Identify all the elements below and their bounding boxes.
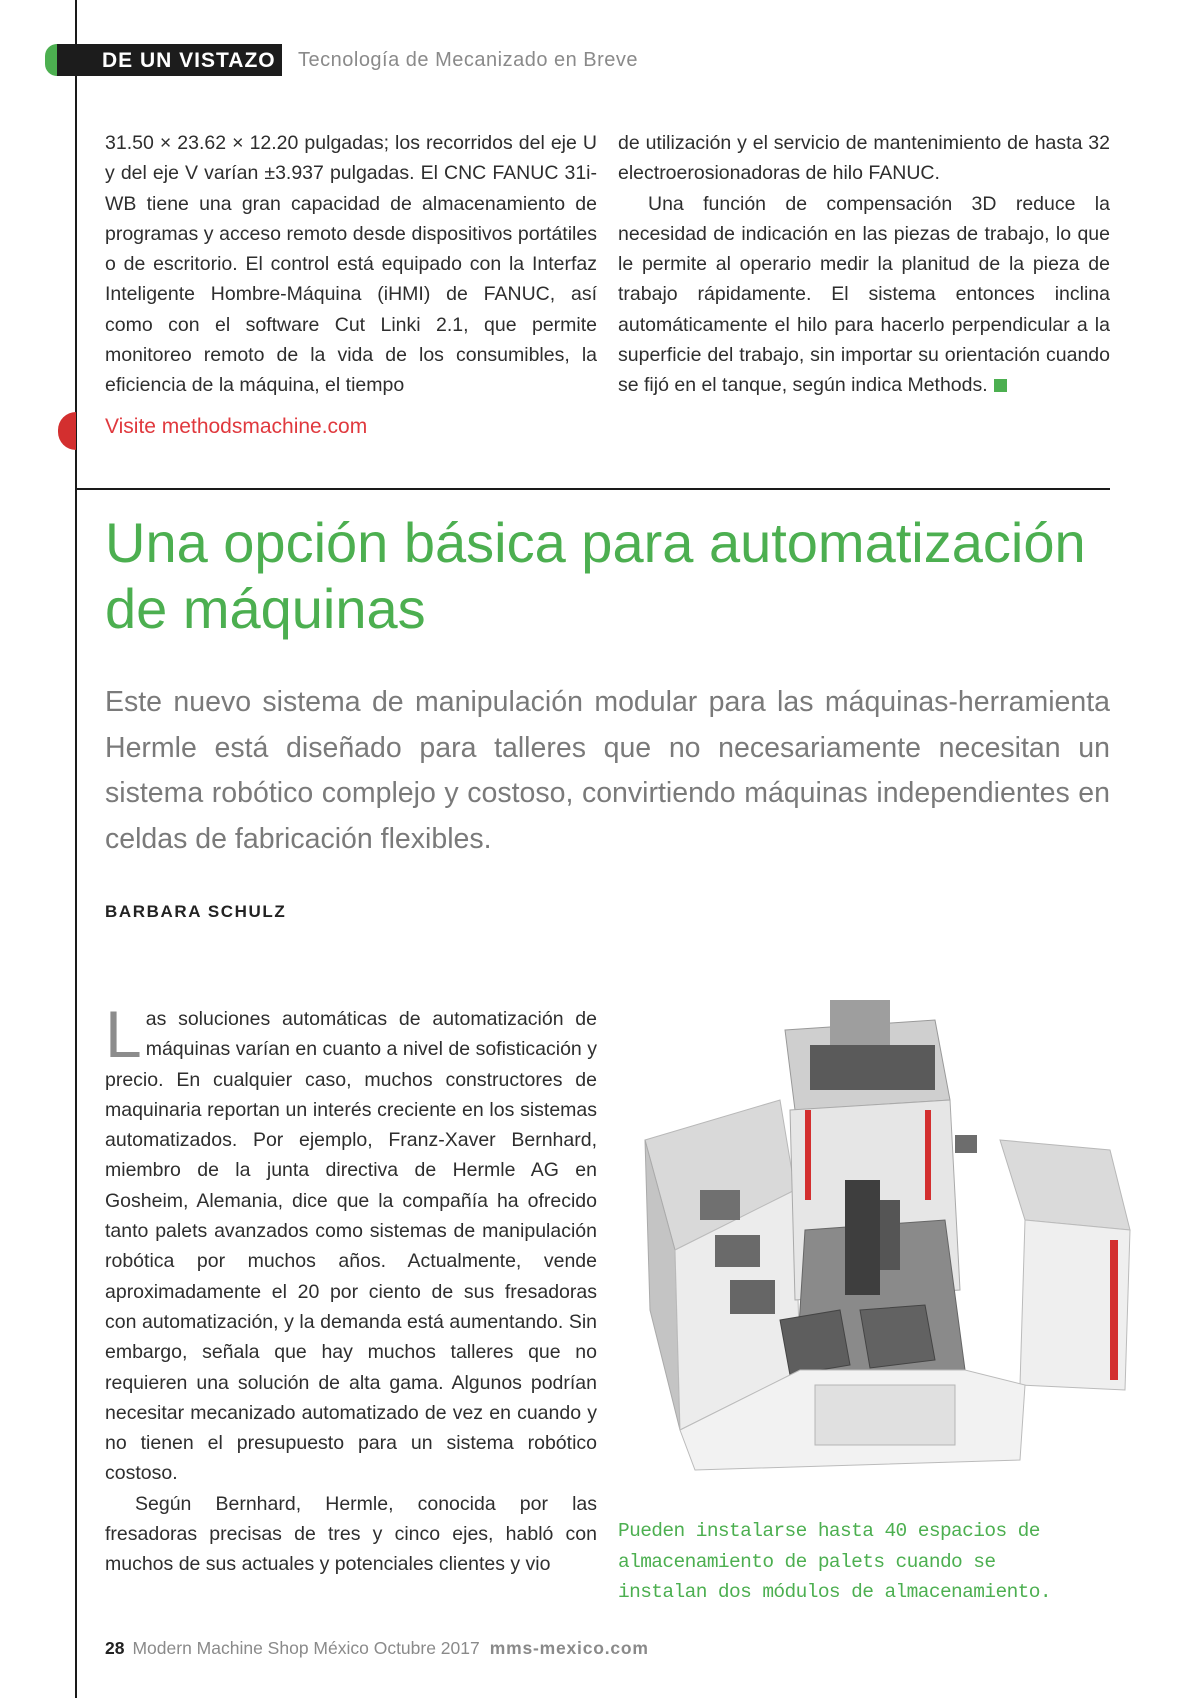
publication-name: Modern Machine Shop México Octubre 2017 <box>132 1638 480 1658</box>
footer-website: mms-mexico.com <box>489 1638 649 1658</box>
section-label: DE UN VISTAZO <box>102 49 276 72</box>
article-paragraph: Las soluciones automáticas de automatización de máquinas varían en cuanto a nivel de sofisticación y precio. En cualquier caso, muchos constructores de maquinaria reportan un interés creciente en los sistemas automatizados. Por ejemplo, Franz-Xaver Bernhard, miembro de la junta directiva de Hermle AG en Gosheim, Alemania, dice que la compañía ha ofrecido tanto palets avanzados como sistemas de manipulación robótica por muchos años. Actualmente, vende aproximadamente el 20 por ciento de sus fresadoras con automatización, y la demanda está aumentando. Sin embargo, señala que hay muchos talleres que no requieren una solución de alta gama. Algunos podrían necesitar mecanizado automatizado de vez en cuando y no tienen el presupuesto para un sistema robótico costoso. <box>105 997 597 1485</box>
previous-article-text: 31.50 × 23.62 × 12.20 pulgadas; los recorridos del eje U y del eje V varían ±3.937 pulgadas. El CNC FANUC 31i-WB tiene una gran capacidad de almacenamiento de programas y acceso remoto desde dispositivos portátiles o de escritorio. El control está equipado con la Interfaz Inteligente Hombre-Máquina (iHMI) de FANUC, así como con el software Cut Linki 2.1, que permite monitoreo remoto de la vida de los consumibles, la eficiencia de la máquina, el tiempo <box>105 132 597 397</box>
figure-caption: Pueden instalarse hasta 40 espacios de almacenamiento de palets cuando se instalan dos módulos de almacenamiento. <box>618 1520 1051 1603</box>
drop-cap: L <box>105 997 142 1071</box>
website-link[interactable]: Visite methodsmachine.com <box>105 415 368 438</box>
previous-article-paragraph: de utilización y el servicio de mantenimiento de hasta 32 electroerosionadoras de hilo FANUC. <box>618 132 1110 185</box>
previous-article-right-column <box>618 128 1110 401</box>
machine-cell-illustration <box>605 990 1145 1500</box>
section-subtitle: Tecnología de Mecanizado en Breve <box>298 49 639 71</box>
article-paragraph: Según Bernhard, Hermle, conocida por las fresadoras precisas de tres y cinco ejes, habló con muchos de sus actuales y potenciales clientes y vio <box>105 1492 597 1576</box>
article-body-column <box>105 997 597 1580</box>
section-tag <box>45 44 282 76</box>
article-headline: Una opción básica para automatización de máquinas <box>105 511 1086 640</box>
margin-rule <box>75 0 77 1698</box>
page-number: 28 <box>105 1638 125 1658</box>
previous-article-paragraph: Una función de compensación 3D reduce la necesidad de indicación en las piezas de trabajo, lo que le permite al operario medir la planitud de la pieza de trabajo rápidamente. El sistema entonces inclina automáticamente el hilo para hacerlo perpendicular a la superficie del trabajo, sin importar su orientación cuando se fijó en el tanque, según indica Methods. <box>618 192 1110 397</box>
article-byline: BARBARA SCHULZ <box>105 902 287 921</box>
article-deck: Este nuevo sistema de manipulación modular para las máquinas-herramienta Hermle está diseñado para talleres que no necesariamente necesitan un sistema robótico complejo y costoso, convirtiendo máquinas independientes en celdas de fabricación flexibles. <box>105 686 1110 855</box>
previous-article-left-column <box>105 128 597 401</box>
end-of-article-mark <box>994 379 1007 392</box>
page-footer <box>105 1638 649 1659</box>
red-page-tab <box>58 412 76 450</box>
section-divider <box>77 488 1110 490</box>
